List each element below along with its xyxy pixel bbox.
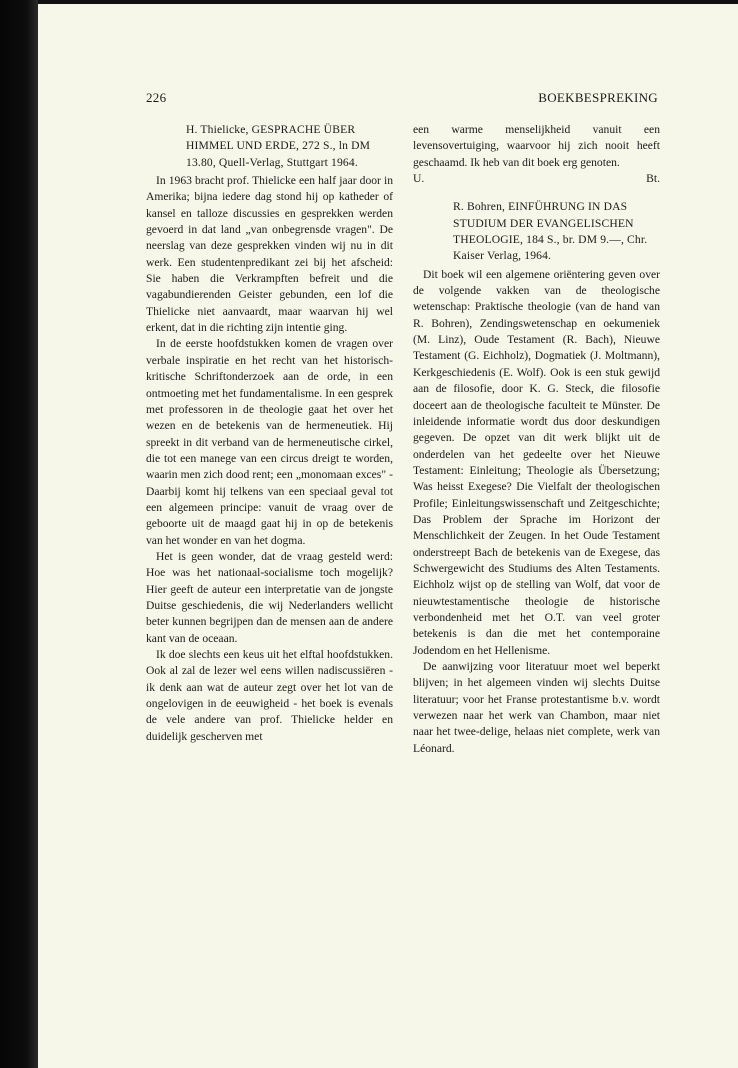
left-column — [146, 122, 393, 745]
review-paragraph: De aanwijzing voor literatuur moet wel beperkt blijven; in het algemeen vinden wij slechts Duitse literatuur; voor het Franse protestantisme b.v. wordt verwezen naar het werk van Chambon, maar niet naar het twee-delige, helaas niet complete, werk van Léonard. — [413, 660, 660, 755]
scan-top-edge — [0, 0, 738, 4]
review-paragraph: In 1963 bracht prof. Thielicke een half jaar door in Amerika; bijna iedere dag stond hij op katheder of kansel en talloze discussies en gesprekken werden gevoerd in dat land „van onbegrensde vragen". De neerslag van deze gesprekken vinden wij nu in dit werk. Een studentenpredikant zei bij het afscheid: Sie haben die Verkrampften befreit und die vagabundierenden Geister gebunden, een lof die Thielicke niet aanvaardt, maar waarvan hij wel erkent, dat in die richting zijn intentie ging. — [146, 174, 393, 335]
review-paragraph: Het is geen wonder, dat de vraag gesteld werd: Hoe was het nationaal-socialisme toch mogelijk? Hier geeft de auteur een interpretatie van de jongste Duitse geschiedenis, die wij Nederlanders wellicht beter kunnen begrijpen dan de mensen aan de andere kant van de oceaan. — [146, 549, 393, 645]
signature-left: U. — [413, 172, 425, 186]
reviewer-signatures — [413, 171, 660, 187]
page-header — [146, 90, 658, 108]
scan-binding-shadow — [0, 0, 38, 1068]
signature-right: Bt. — [646, 172, 660, 186]
review-paragraph: Ik doe slechts een keus uit het elftal hoofdstukken. Ook al zal de lezer wel eens willen nadiscussiëren - ik denk aan wat de auteur zegt over het lot van de ongelovigen in de eeuwigheid - het boek is evenals de vele andere van prof. Thielicke helder en duidelijk gescherven met — [146, 648, 393, 743]
review-paragraph: Dit boek wil een algemene oriëntering geven over de volgende vakken van de theologische wetenschap: Praktische theologie (van de hand van R. Bohren), Zendingswetenschap en oekumeniek (M. Linz), Oude Testament (R. Bach), Nieuwe Testament (G. Eichholz), Dogmatiek (J. Moltmann), Kerkgeschiedenis (E. Wolf). Ook is een stuk gewijd aan de filosofie, door K. G. Steck, die filosofie doceert aan de theologische faculteit te Münster. De inleidende informatie wordt dus door deskundigen gegeven. De opzet van dit werk blijkt uit de onderdelen van het gedeelte over het Nieuwe Testament: Einleitung; Theologie als Übersetzung; Was heisst Exegese? Die Vielfalt der theologischen Profile; Einleitungswissenschaft und Zeitgeschichte; Das Problem der Sprache im Horizont der Menschlichkeit der Zeugen. In het Oude Testament onderstreept Bach de betekenis van de Exegese, das Schwergewicht des Studiums des Alten Testaments. Eichholz wijst op de stelling van Wolf, dat voor de nieuwtestamentische theologie de historische verbondenheid met het O.T. van veel groter betekenis is dan die met het contemporaine Jodendom en het Hellenisme. — [413, 267, 660, 657]
running-head: BOEKBESPREKING — [538, 90, 658, 105]
page-number: 226 — [146, 90, 167, 105]
review-continuation: een warme menselijkheid vanuit een levensovertuiging, waarvoor hij zich nooit heeft geschaamd. Ik heb van dit boek erg genoten. — [413, 123, 660, 169]
review-citation-thielicke: H. Thielicke, GESPRACHE ÜBER HIMMEL UND ERDE, 272 S., ln DM 13.80, Quell-Verlag, Stuttgart 1964. — [186, 123, 371, 169]
right-column — [413, 122, 660, 757]
review-citation-bohren: R. Bohren, EINFÜHRUNG IN DAS STUDIUM DER EVANGELISCHEN THEOLOGIE, 184 S., br. DM 9.—, Chr. Kaiser Verlag, 1964. — [453, 200, 648, 263]
review-paragraph: In de eerste hoofdstukken komen de vragen over verbale inspiratie en het recht van het historisch-kritische Schriftonderzoek aan de orde, in een ontmoeting met het fundamentalisme. In een gesprek met professoren in de theologie gaat het over het wezen en de betekenis van de hermeneutiek. Hij spreekt in dit verband van de hermeneutische cirkel, die tot een manege van een circus dreigt te worden, waarin men zich dood rent; een „monomaan exces" - Daarbij komt hij telkens van een speciaal geval tot een algemeen principe: vanuit de vraag over de geboorte uit de maagd gaat hij in op de betekenis van het wonder en van het dogma. — [146, 337, 393, 547]
